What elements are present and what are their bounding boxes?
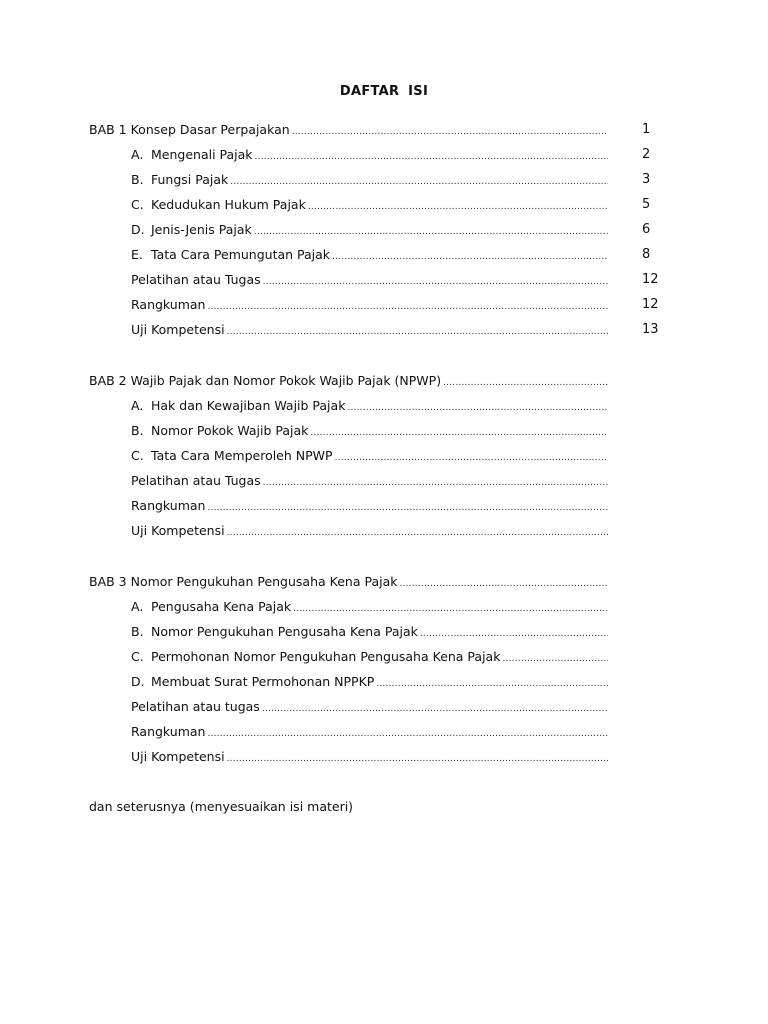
dot-leader: [227, 524, 608, 542]
toc-item: [131, 497, 608, 515]
dot-leader: [293, 600, 608, 618]
toc-item-page-number: 8: [642, 247, 651, 262]
dot-leader: [332, 248, 608, 266]
page-title: DAFTAR ISI: [339, 84, 429, 99]
dot-leader: [227, 750, 608, 768]
toc-item-page-number: 13: [642, 322, 659, 337]
toc-item-label: Nomor Pengukuhan Pengusaha Kena Pajak: [151, 624, 418, 639]
dot-leader: [262, 700, 608, 718]
toc-item: [131, 196, 608, 214]
toc-item-letter: C.: [131, 649, 144, 664]
toc-item-label: Rangkuman: [131, 724, 206, 739]
toc-item: [131, 296, 608, 314]
toc-item-label: Uji Kompetensi: [131, 749, 225, 764]
toc-item: [131, 422, 608, 440]
toc-item: [131, 598, 608, 616]
toc-item-label: Nomor Pokok Wajib Pajak: [151, 423, 309, 438]
dot-leader: [443, 374, 608, 392]
toc-item-letter: D.: [131, 222, 145, 237]
toc-item-letter: B.: [131, 172, 144, 187]
dot-leader: [207, 499, 608, 517]
chapter-heading-label: BAB 2 Wajib Pajak dan Nomor Pokok Wajib Pajak (NPWP): [89, 373, 442, 388]
chapter-heading-label: BAB 1 Konsep Dasar Perpajakan: [89, 122, 290, 137]
dot-leader: [255, 148, 608, 166]
toc-item: [131, 246, 608, 264]
toc-item: [131, 171, 608, 189]
toc-item: [131, 271, 608, 289]
toc-item-page-number: 12: [642, 272, 659, 287]
toc-item: [131, 522, 608, 540]
toc-item-letter: A.: [131, 147, 144, 162]
dot-leader: [335, 449, 608, 467]
dot-leader: [254, 223, 608, 241]
dot-leader: [308, 198, 608, 216]
dot-leader: [227, 323, 608, 341]
toc-item-label: Rangkuman: [131, 297, 206, 312]
toc-item-letter: C.: [131, 448, 144, 463]
dot-leader: [310, 424, 608, 442]
toc-item: [131, 648, 608, 666]
toc-item-label: Pelatihan atau Tugas: [131, 272, 261, 287]
toc-item-label: Mengenali Pajak: [151, 147, 253, 162]
dot-leader: [207, 725, 608, 743]
toc-item-label: Jenis-Jenis Pajak: [151, 222, 252, 237]
toc-item-letter: C.: [131, 197, 144, 212]
toc-item-page-number: 5: [642, 197, 651, 212]
toc-item: [131, 723, 608, 741]
dot-leader: [347, 399, 608, 417]
chapter-heading: [89, 121, 608, 139]
toc-item-label: Kedudukan Hukum Pajak: [151, 197, 306, 212]
toc-item: [131, 146, 608, 164]
toc-item-page-number: 6: [642, 222, 651, 237]
toc-item-label: Uji Kompetensi: [131, 322, 225, 337]
toc-item-label: Pelatihan atau tugas: [131, 699, 260, 714]
toc-item-label: Pelatihan atau Tugas: [131, 473, 261, 488]
toc-item-letter: B.: [131, 423, 144, 438]
toc-item-page-number: 2: [642, 147, 651, 162]
dot-leader: [207, 298, 608, 316]
dot-leader: [263, 273, 608, 291]
toc-item-letter: A.: [131, 599, 144, 614]
toc-item-label: Tata Cara Pemungutan Pajak: [151, 247, 331, 262]
chapter-heading: [89, 573, 608, 591]
toc-item: [131, 698, 608, 716]
toc-item-letter: D.: [131, 674, 145, 689]
toc-item-label: Pengusaha Kena Pajak: [151, 599, 292, 614]
dot-leader: [263, 474, 608, 492]
dot-leader: [420, 625, 608, 643]
dot-leader: [230, 173, 608, 191]
toc-item: [131, 321, 608, 339]
toc-item: [131, 472, 608, 490]
toc-item-label: Membuat Surat Permohonan NPPKP: [151, 674, 375, 689]
toc-item-letter: B.: [131, 624, 144, 639]
chapter-heading: [89, 372, 608, 390]
toc-item: [131, 748, 608, 766]
footer-note: dan seterusnya (menyesuaikan isi materi): [89, 799, 354, 814]
chapter-page-number: 1: [642, 122, 651, 137]
toc-item: [131, 673, 608, 691]
toc-item-label: Rangkuman: [131, 498, 206, 513]
toc-item: [131, 221, 608, 239]
toc-item-page-number: 12: [642, 297, 659, 312]
toc-item-letter: A.: [131, 398, 144, 413]
toc-item: [131, 447, 608, 465]
toc-item-label: Tata Cara Memperoleh NPWP: [151, 448, 333, 463]
toc-item-label: Fungsi Pajak: [151, 172, 229, 187]
dot-leader: [292, 123, 608, 141]
toc-item-page-number: 3: [642, 172, 651, 187]
toc-item: [131, 397, 608, 415]
toc-item: [131, 623, 608, 641]
toc-item-letter: E.: [131, 247, 143, 262]
dot-leader: [502, 650, 608, 668]
dot-leader: [399, 575, 608, 593]
toc-item-label: Hak dan Kewajiban Wajib Pajak: [151, 398, 346, 413]
toc-item-label: Permohonan Nomor Pengukuhan Pengusaha Kena Pajak: [151, 649, 501, 664]
chapter-heading-label: BAB 3 Nomor Pengukuhan Pengusaha Kena Pajak: [89, 574, 398, 589]
toc-item-label: Uji Kompetensi: [131, 523, 225, 538]
dot-leader: [376, 675, 608, 693]
